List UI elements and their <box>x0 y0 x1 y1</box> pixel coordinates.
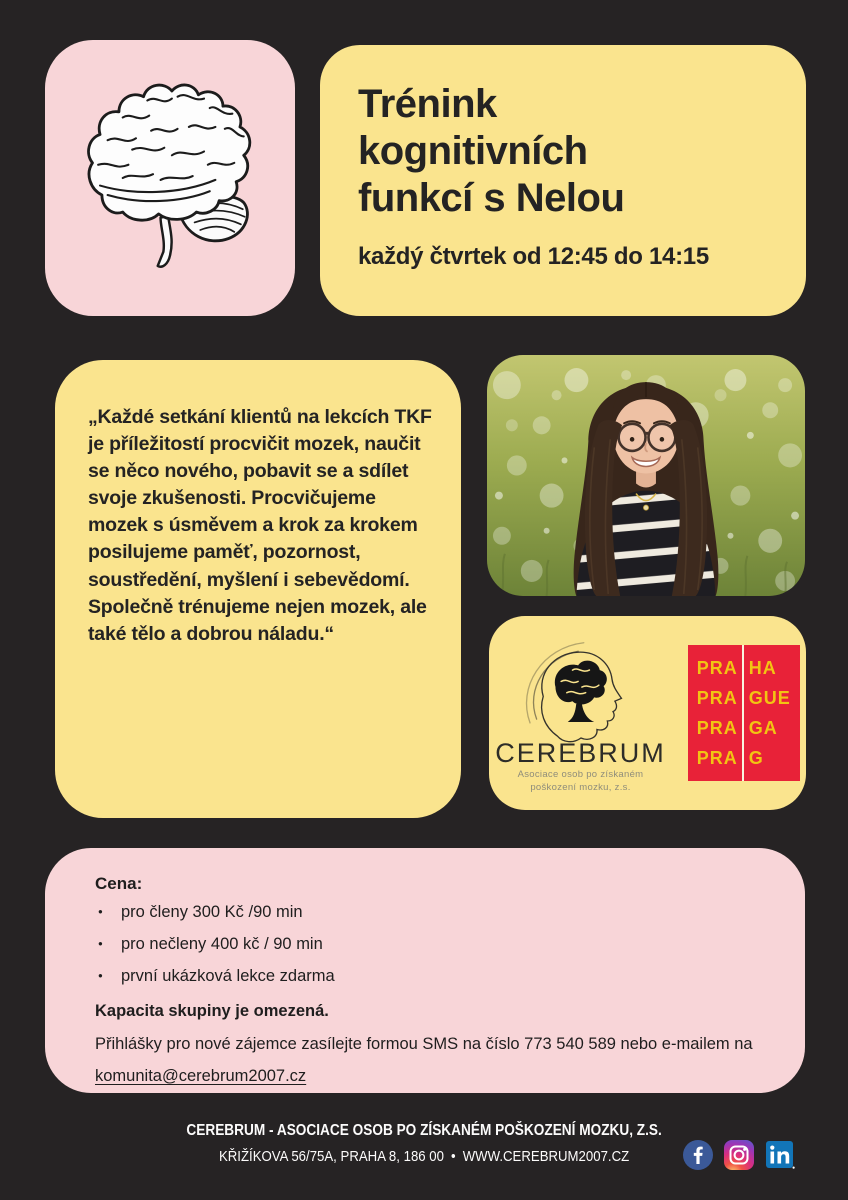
schedule-subtitle: každý čtvrtek od 12:45 do 14:15 <box>358 243 709 271</box>
brain-card <box>45 40 295 316</box>
brain-illustration-icon <box>66 72 274 284</box>
list-item: ● pro členy 300 Kč /90 min <box>95 903 761 922</box>
prague-logo-right-column: HA GUE GA G <box>744 645 800 781</box>
footer-separator: • <box>450 1148 456 1165</box>
email-link[interactable]: komunita@cerebrum2007.cz <box>95 1067 307 1085</box>
capacity-note: Kapacita skupiny je omezená. <box>95 1002 329 1020</box>
portrait-photo-image <box>487 355 805 596</box>
list-item: ● první ukázková lekce zdarma <box>95 967 761 986</box>
pricing-list <box>95 903 761 986</box>
pricing-heading: Cena: <box>95 874 143 893</box>
prague-logo-left-column: PRA PRA PRA PRA <box>688 645 742 781</box>
page-title: Trénink kognitivních funkcí s Nelou <box>358 82 625 220</box>
cerebrum-head-icon <box>514 632 646 744</box>
cerebrum-tagline: Asociace osob po získaném poškození mozku, z.s. <box>517 768 644 793</box>
cerebrum-logo <box>495 632 666 795</box>
cerebrum-wordmark: CEREBRUM <box>495 737 666 768</box>
footer-org-line: CEREBRUM - ASOCIACE OSOB PO ZÍSKANÉM POŠKOZENÍ MOZKU, Z.S. <box>186 1122 662 1139</box>
social-links <box>683 1140 795 1170</box>
title-card <box>320 45 806 316</box>
linkedin-icon[interactable] <box>765 1140 795 1170</box>
quote-card <box>55 360 461 818</box>
instagram-icon[interactable] <box>724 1140 754 1170</box>
prague-logo <box>688 645 800 781</box>
quote-text: „Každé setkání klientů na lekcích TKF je příležitostí procvičit mozek, naučit se něco nového, pobavit se a sdílet svoje zkušenosti. Procvičujeme mozek s úsměvem a krok za krokem posilujeme paměť, pozornost, soustředění, myšlení i sebevědomí. Společně trénujeme nejen mozek, ale také tělo a dobrou náladu.“ <box>88 406 432 645</box>
facebook-icon[interactable] <box>683 1140 713 1170</box>
portrait-photo <box>487 355 805 596</box>
pricing-card <box>45 848 805 1093</box>
logos-card <box>489 616 806 810</box>
footer-website: WWW.CEREBRUM2007.CZ <box>462 1148 630 1165</box>
footer-address: KŘIŽÍKOVA 56/75A, PRAHA 8, 186 00 <box>218 1148 444 1165</box>
list-item: ● pro nečleny 400 kč / 90 min <box>95 935 761 954</box>
signup-instructions: Přihlášky pro nové zájemce zasílejte formou SMS na číslo 773 540 589 nebo e-mailem na <box>95 1035 753 1053</box>
